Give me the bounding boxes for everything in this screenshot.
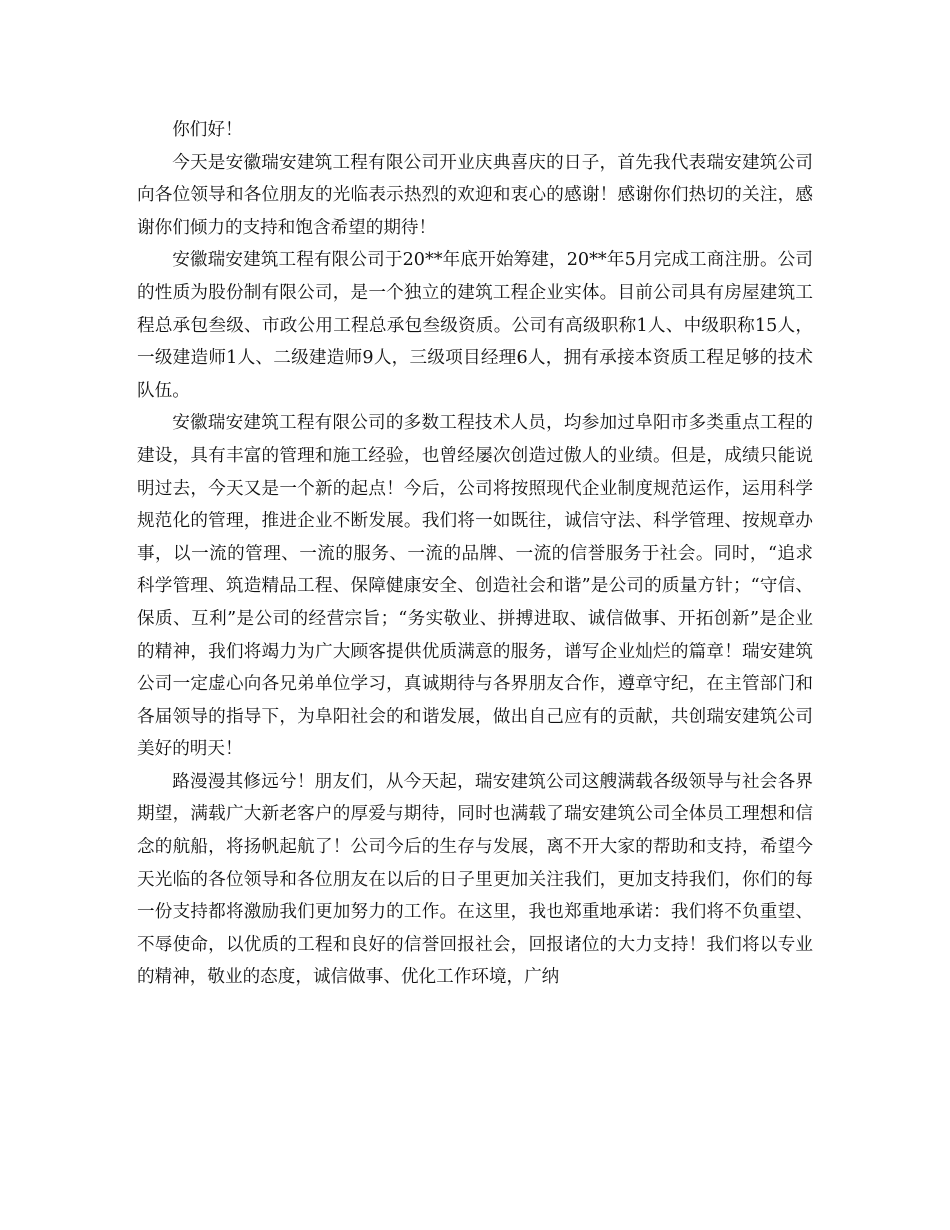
greeting-paragraph: 你们好！ xyxy=(172,120,243,140)
closing-paragraph: 路漫漫其修远兮！朋友们，从今天起，瑞安建筑公司这艘满载各级领导与社会各界期望，满载广大新老客户的厚爱与期待，同时也满载了瑞安建筑公司全体员工理想和信念的航船，将扬帆起航了！公司今后的生存与发展，离不开大家的帮助和支持，希望今天光临的各位领导和各位朋友在以后的日子里更加关注我们，更加支持我们，你们的每一份支持都将激励我们更加努力的工作。在这里，我也郑重地承诺：我们将不负重望、不辱使命，以优质的工程和良好的信誉回报社会，回报诸位的大力支持！我们将以专业的精神，敬业的态度，诚信做事、优化工作环境，广纳 xyxy=(137,771,813,988)
company-mission-paragraph: 安徽瑞安建筑工程有限公司的多数工程技术人员，均参加过阜阳市多类重点工程的建设，具有丰富的管理和施工经验，也曾经屡次创造过傲人的业绩。但是，成绩只能说明过去，今天又是一个新的起点！今后，公司将按照现代企业制度规范运作，运用科学规范化的管理，推进企业不断发展。我们将一如既往，诚信守法、科学管理、按规章办事，以一流的管理、一流的服务、一流的品牌、一流的信誉服务于社会。同时，“追求科学管理、筑造精品工程、保障健康安全、创造社会和谐”是公司的质量方针；“守信、保质、互利”是公司的经营宗旨；“务实敬业、拼搏进取、诚信做事、开拓创新”是企业的精神，我们将竭力为广大顾客提供优质满意的服务，谱写企业灿烂的篇章！瑞安建筑公司一定虚心向各兄弟单位学习，真诚期待与各界朋友合作，遵章守纪，在主管部门和各届领导的指导下，为阜阳社会的和谐发展，做出自己应有的贡献，共创瑞安建筑公司美好的明天！ xyxy=(137,413,813,760)
company-profile-paragraph: 安徽瑞安建筑工程有限公司于20**年底开始筹建，20**年5月完成工商注册。公司的性质为股份制有限公司，是一个独立的建筑工程企业实体。目前公司具有房屋建筑工程总承包叁级、市政公用工程总承包叁级资质。公司有高级职称1人、中级职称15人，一级建造师1人、二级建造师9人，三级项目经理6人，拥有承接本资质工程足够的技术队伍。 xyxy=(137,250,813,401)
opening-paragraph: 今天是安徽瑞安建筑工程有限公司开业庆典喜庆的日子，首先我代表瑞安建筑公司向各位领导和各位朋友的光临表示热烈的欢迎和衷心的感谢！感谢你们热切的关注，感谢你们倾力的支持和饱含希望的期待！ xyxy=(137,152,813,238)
document-body xyxy=(137,114,813,994)
